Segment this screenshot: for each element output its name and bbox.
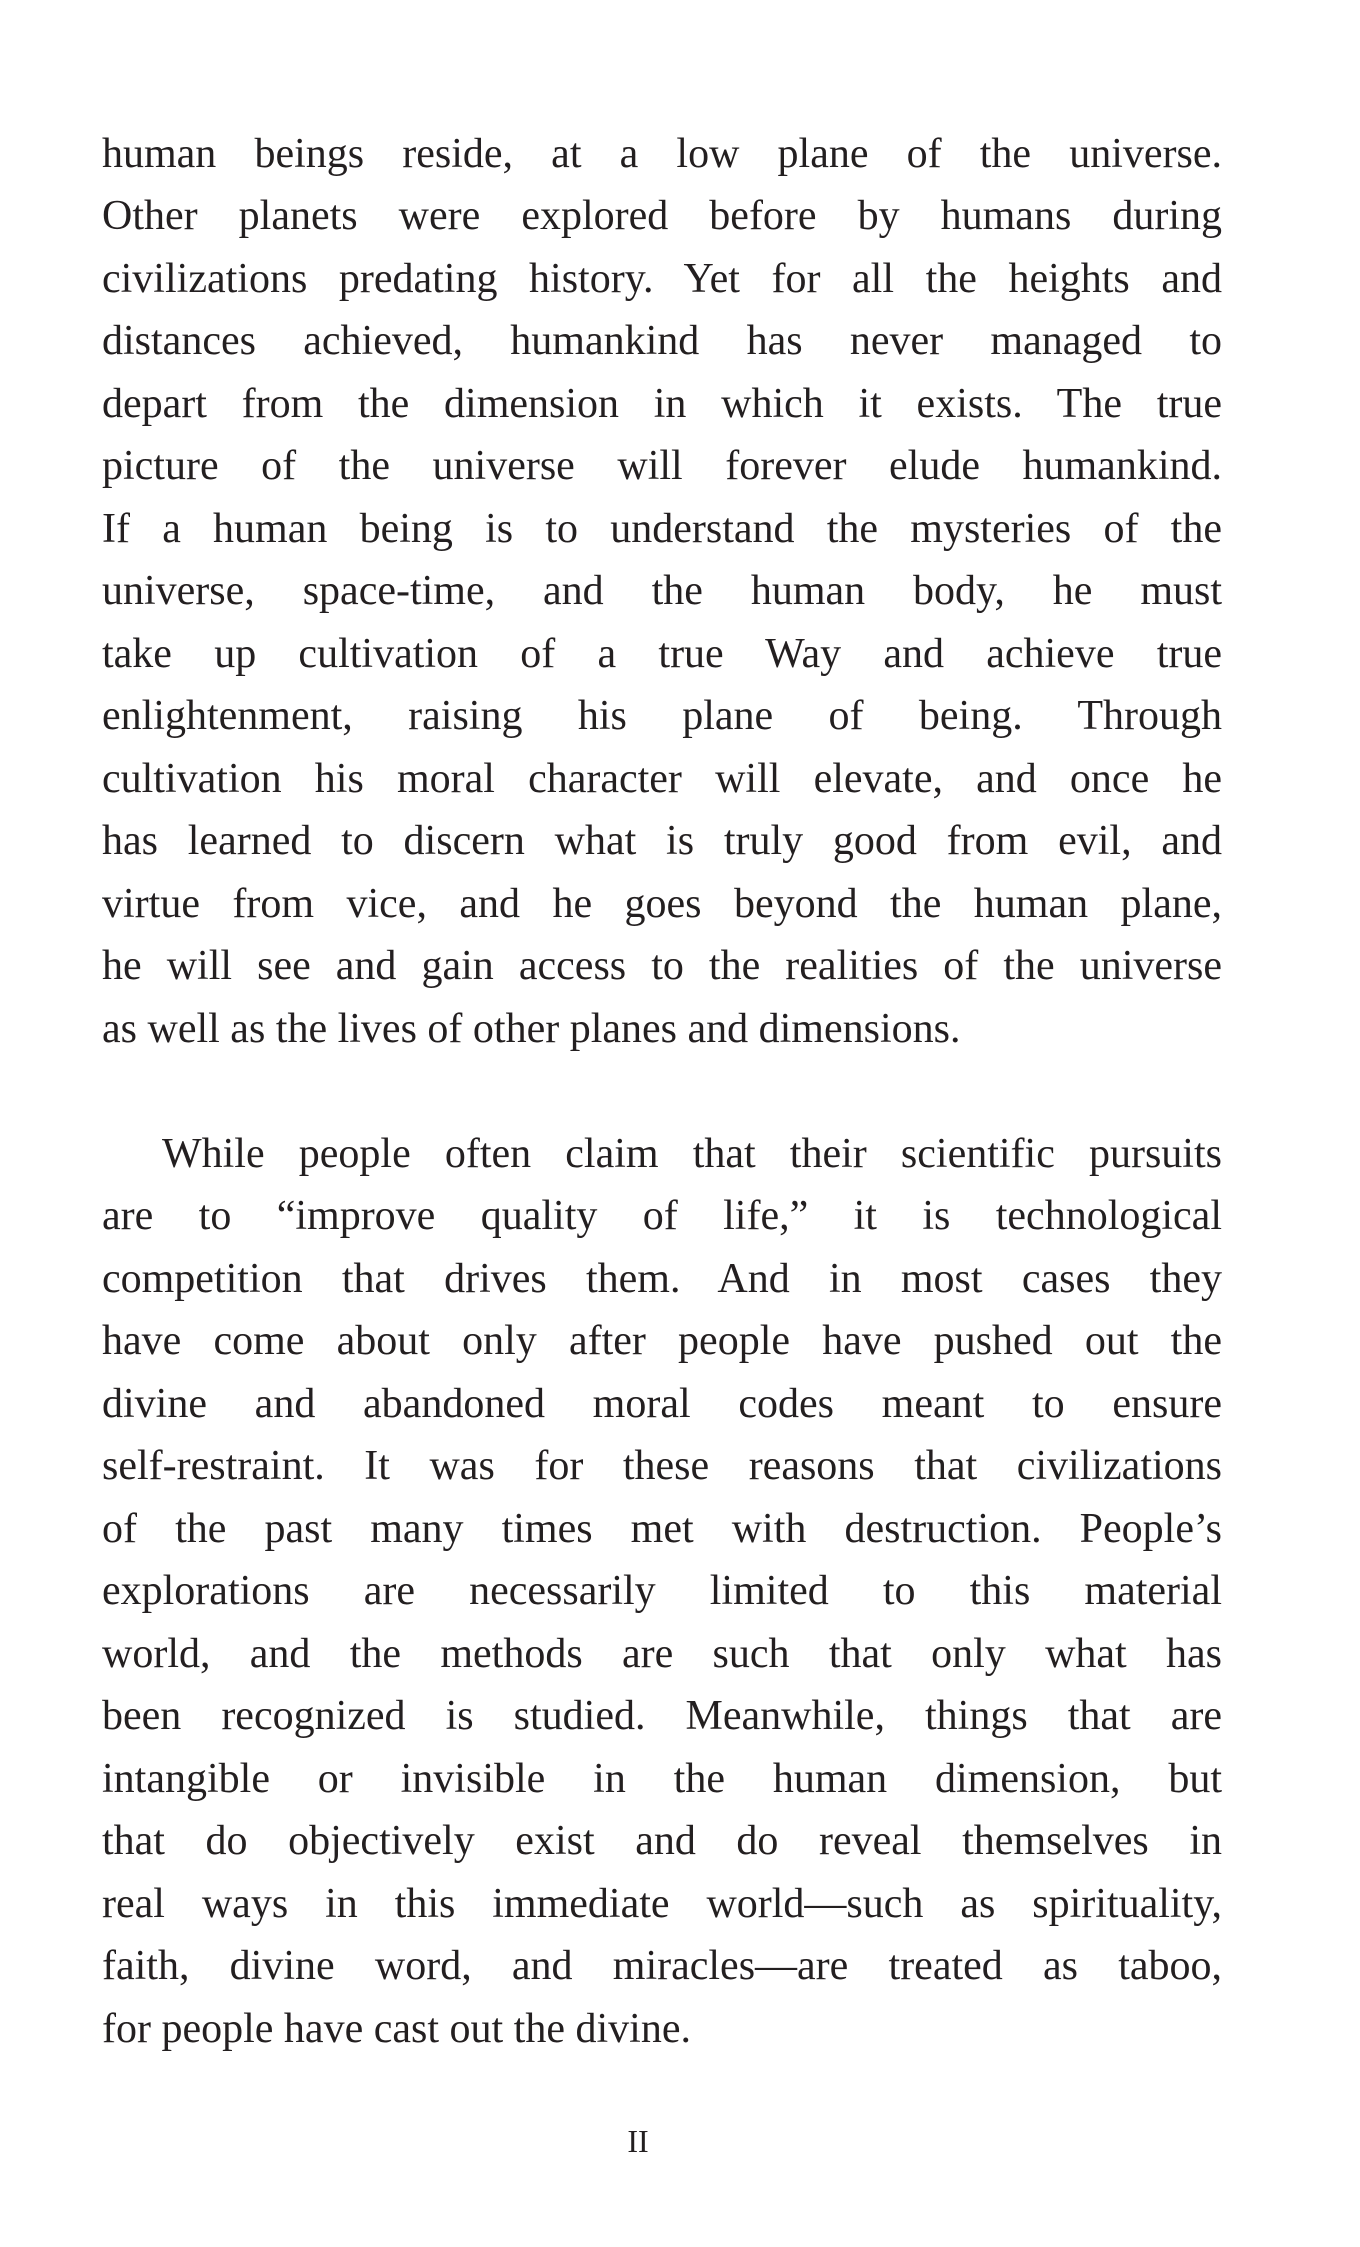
- text-line: distances achieved, humankind has never managed to: [102, 318, 1222, 365]
- text-line: have come about only after people have pushed out the: [102, 1318, 1222, 1365]
- text-line: competition that drives them. And in most cases they: [102, 1255, 1222, 1302]
- paragraph-2: [102, 1123, 1222, 2061]
- text-line: of the past many times met with destruction. People’s: [102, 1505, 1222, 1552]
- text-line: cultivation his moral character will elevate, and once he: [102, 755, 1222, 802]
- text-line: are to “improve quality of life,” it is technological: [102, 1193, 1222, 1240]
- text-line: he will see and gain access to the realities of the universe: [102, 943, 1222, 990]
- text-line: self-restraint. It was for these reasons that civilizations: [102, 1443, 1222, 1490]
- text-line: virtue from vice, and he goes beyond the human plane,: [102, 880, 1222, 927]
- text-line: human beings reside, at a low plane of the universe.: [102, 130, 1222, 177]
- text-line: take up cultivation of a true Way and achieve true: [102, 630, 1222, 677]
- text-line: has learned to discern what is truly good from evil, and: [102, 818, 1222, 865]
- text-line: enlightenment, raising his plane of being. Through: [102, 693, 1222, 740]
- text-line: that do objectively exist and do reveal themselves in: [102, 1818, 1222, 1865]
- text-line: picture of the universe will forever elude humankind.: [102, 443, 1222, 490]
- text-line: been recognized is studied. Meanwhile, things that are: [102, 1693, 1222, 1740]
- text-line: If a human being is to understand the mysteries of the: [102, 505, 1222, 552]
- text-line: as well as the lives of other planes and dimensions.: [102, 1005, 961, 1052]
- paragraph-1: [102, 123, 1222, 1061]
- text-line: explorations are necessarily limited to this material: [102, 1568, 1222, 1615]
- text-line: universe, space-time, and the human body, he must: [102, 568, 1222, 615]
- text-line: depart from the dimension in which it exists. The true: [102, 380, 1222, 427]
- text-line: civilizations predating history. Yet for all the heights and: [102, 255, 1222, 302]
- text-line: world, and the methods are such that only what has: [102, 1630, 1222, 1677]
- page-number: II: [627, 2123, 649, 2159]
- text-line: While people often claim that their scientific pursuits: [162, 1130, 1222, 1177]
- text-line: divine and abandoned moral codes meant to ensure: [102, 1380, 1222, 1427]
- text-line: for people have cast out the divine.: [102, 2005, 691, 2052]
- text-line: intangible or invisible in the human dimension, but: [102, 1755, 1222, 1802]
- text-line: Other planets were explored before by humans during: [102, 193, 1222, 240]
- text-line: faith, divine word, and miracles—are treated as taboo,: [102, 1943, 1222, 1990]
- text-line: real ways in this immediate world—such as spirituality,: [102, 1880, 1222, 1927]
